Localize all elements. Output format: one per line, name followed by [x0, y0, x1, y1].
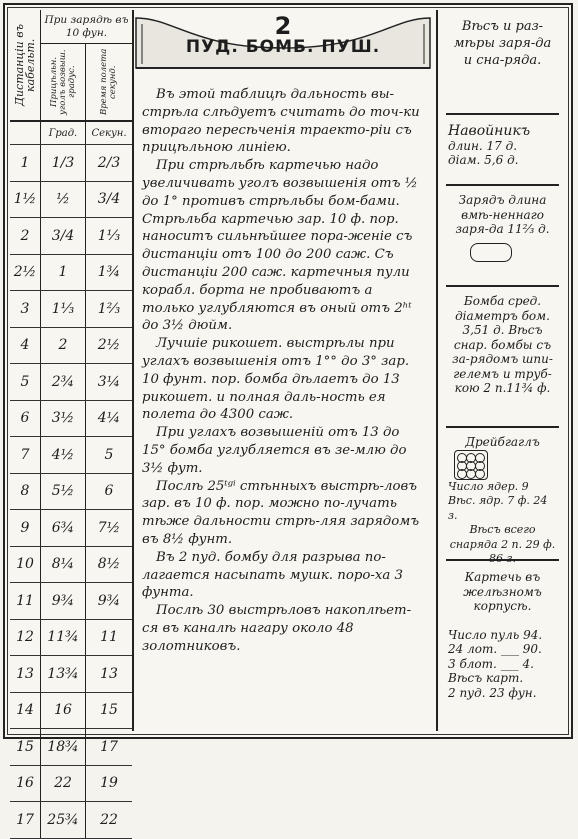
- paragraph: Въ этой таблицѣ дальность вы-стрѣла слѣдуетъ считать до точ-ки втораго пересѣченія траекто-ріи съ прицѣльною линіею.: [142, 87, 420, 156]
- distance-cell: 14: [10, 693, 41, 729]
- elevation-cell: 22: [41, 766, 86, 802]
- elevation-cell: 3/4: [41, 218, 86, 254]
- table-row: [10, 364, 132, 401]
- projectile-column: [436, 10, 563, 731]
- time-cell: 9¾: [97, 592, 121, 609]
- paragraph: Послѣ 30 выстрѣловъ накоплѣет-ся въ каналѣ нагару около 48 золотниковъ.: [142, 603, 412, 654]
- distance-cell: 12: [10, 620, 41, 656]
- charge-group-header: [41, 10, 132, 120]
- table-row: [10, 291, 132, 328]
- units-row: [10, 122, 132, 145]
- unit-seconds: Секун.: [91, 127, 127, 139]
- paragraph: При углахъ возвышеній отъ 13 до 15° бомба углубляется въ зе-млю до 3½ фут.: [142, 425, 407, 476]
- elevation-cell: 4½: [41, 437, 86, 473]
- table-row: [10, 474, 132, 511]
- charge-text: Зарядъ длина вмѣ-неннаго заря-да 11⅔ д.: [455, 193, 550, 236]
- distance-cell: 8: [10, 474, 41, 510]
- time-cell: 3/4: [97, 191, 121, 208]
- table-row: [10, 547, 132, 584]
- charge-group-title: При зарядѣ въ 10 фун.: [41, 10, 132, 44]
- canister-line: 2 пуд. 23 фун.: [448, 685, 537, 700]
- range-table-body: [10, 122, 132, 839]
- elevation-cell: 1⅓: [41, 291, 86, 327]
- distance-cell: 11: [10, 583, 41, 619]
- elevation-cell: 3½: [41, 401, 86, 437]
- table-row: [10, 802, 132, 839]
- time-cell: 17: [100, 738, 118, 755]
- distance-cell: 1½: [10, 182, 41, 218]
- table-row: [10, 218, 132, 255]
- cartridge-icon: [470, 243, 512, 262]
- distance-cell: 7: [10, 437, 41, 473]
- table-row: [10, 182, 132, 219]
- range-table: [10, 10, 134, 828]
- grapeshot-icon: [454, 450, 488, 480]
- canister-title: Картечь въ желѣзномъ корпусѣ.: [463, 570, 542, 613]
- distance-cell: 15: [10, 729, 41, 765]
- table-row: [10, 620, 132, 657]
- rammer-diameter: діам. 5,6 д.: [448, 153, 519, 167]
- body-text: [142, 86, 426, 656]
- canister-line: Число пуль 94.: [448, 627, 543, 642]
- weights-heading: Вѣсъ и раз-мѣры заря-да и сна-ряда.: [453, 19, 552, 68]
- elevation-cell: 18¾: [41, 729, 86, 765]
- elevation-cell: 5½: [41, 474, 86, 510]
- bomb-box: [446, 288, 559, 428]
- table-row: [10, 766, 132, 803]
- range-table-header: [10, 10, 132, 122]
- time-cell: 7½: [97, 519, 121, 536]
- units-blank: [10, 122, 41, 144]
- paragraph: Лучшіе рикошет. выстрѣлы при углахъ возвышенія отъ 1°° до 3° зар. 10 фунт. пор. бомба дѣлаетъ до 13 рикошет. и полная даль-ность ея полета до 4300 саж.: [142, 336, 410, 423]
- elevation-header: Прицѣльн. уголъ возвыш. градус.: [48, 49, 77, 115]
- distance-cell: 2½: [10, 255, 41, 291]
- elevation-cell: 25¾: [41, 802, 86, 838]
- distance-cell: 4: [10, 328, 41, 364]
- paragraph: При стрѣльбѣ картечью надо увеличивать уголъ возвышенія отъ ½ до 1° противъ стрѣльбы бом-бами. Стрѣльба картечью зар. 10 ф. пор. наноситъ сильнѣйшее пора-женіе съ дистанціи отъ 100 до 200 саж. Съ дистанціи 200 саж. картечныя пули корабл. борта не пробиваютъ а только углубляются въ оный отъ 2ʰᵗ до 3½ дюйм.: [142, 158, 418, 334]
- time-cell: 4¼: [97, 410, 121, 427]
- unit-degrees: Град.: [41, 122, 86, 144]
- time-cell: 2½: [97, 337, 121, 354]
- time-header: Время полета секунд.: [99, 48, 118, 116]
- grapeshot-ball-weight: Вѣс. ядр. 7 ф. 24 з.: [448, 494, 548, 522]
- paragraph: Послѣ 25ᵗᵍⁱ стѣнныхъ выстрѣ-ловъ зар. въ 10 ф. пор. можно по-лучать тѣже дальности стрѣ-ляя зарядомъ въ 8½ фунт.: [142, 478, 420, 547]
- time-cell: 6: [104, 483, 114, 500]
- rammer-box: [446, 116, 559, 186]
- elevation-cell: 2: [41, 328, 86, 364]
- table-row: [10, 583, 132, 620]
- table-row: [10, 510, 132, 547]
- main-text-column: [134, 10, 432, 731]
- time-cell: 15: [100, 702, 118, 719]
- grapeshot-total: Вѣсъ всего снаряда 2 п. 29 ф. 86 з.: [449, 523, 556, 565]
- rammer-title: Навойникъ: [448, 123, 531, 139]
- time-cell: 19: [100, 775, 118, 792]
- table-row: [10, 437, 132, 474]
- distance-cell: 6: [10, 401, 41, 437]
- grapeshot-box: [446, 429, 559, 565]
- time-cell: 1⅔: [97, 300, 121, 317]
- time-cell: 1⅓: [97, 227, 121, 244]
- elevation-cell: ½: [41, 182, 86, 218]
- time-header-cell: [86, 44, 132, 120]
- elevation-cell: 1: [41, 255, 86, 291]
- time-cell: 8½: [97, 556, 121, 573]
- table-row: [10, 255, 132, 292]
- elevation-header-cell: [41, 44, 86, 120]
- time-cell: 2/3: [97, 154, 121, 171]
- distance-cell: 10: [10, 547, 41, 583]
- canister-line: Вѣсъ карт.: [448, 671, 524, 685]
- time-cell: 13: [100, 665, 118, 682]
- table-row: [10, 656, 132, 693]
- canister-line: 24 лот. ___ 90.: [448, 642, 542, 656]
- distance-cell: 16: [10, 766, 41, 802]
- table-number: 2: [274, 12, 292, 40]
- elevation-cell: 11¾: [41, 620, 86, 656]
- time-cell: 22: [100, 811, 118, 828]
- elevation-cell: 13¾: [41, 656, 86, 692]
- distance-cell: 9: [10, 510, 41, 546]
- bomb-text: Бомба сред. діаметръ бом. 3,51 д. Вѣсъ снар. бомбы съ за-рядомъ шпи-гелемъ и труб-кою 2 п.11¾ ф.: [452, 294, 553, 395]
- time-cell: 1¾: [97, 264, 121, 281]
- elevation-cell: 2¾: [41, 364, 86, 400]
- distance-header: Дистанціи въ кабельт.: [13, 24, 37, 106]
- table-row: [10, 328, 132, 365]
- table-row: [10, 401, 132, 438]
- canister-box: [446, 562, 559, 731]
- charge-box: [446, 187, 559, 287]
- distance-cell: 13: [10, 656, 41, 692]
- grapeshot-title: Дрейбгаглъ: [465, 435, 540, 449]
- table-row: [10, 729, 132, 766]
- distance-header-cell: [10, 10, 41, 120]
- grapeshot-count: Число ядер. 9: [448, 479, 529, 493]
- distance-cell: 17: [10, 802, 41, 838]
- time-cell: 11: [100, 629, 118, 646]
- table-row: [10, 693, 132, 730]
- paragraph: Въ 2 пуд. бомбу для разрыва по-лагается насыпать мушк. поро-ха 3 фунта.: [142, 549, 403, 601]
- rammer-length: длин. 17 д.: [448, 138, 518, 153]
- elevation-cell: 8¼: [41, 547, 86, 583]
- canister-line: 3 блот. ___ 4.: [448, 656, 534, 671]
- distance-cell: 2: [10, 218, 41, 254]
- elevation-cell: 16: [41, 693, 86, 729]
- elevation-cell: 1/3: [41, 145, 86, 181]
- distance-cell: 3: [10, 291, 41, 327]
- weights-heading-box: [446, 10, 559, 115]
- gun-title: ПУД. БОМБ. ПУШ.: [185, 37, 381, 57]
- table-row: [10, 145, 132, 182]
- elevation-cell: 9¾: [41, 583, 86, 619]
- time-cell: 3¼: [97, 373, 121, 390]
- title-banner: [134, 10, 432, 72]
- elevation-cell: 6¾: [41, 510, 86, 546]
- distance-cell: 5: [10, 364, 41, 400]
- time-cell: 5: [104, 446, 114, 463]
- distance-cell: 1: [10, 145, 41, 181]
